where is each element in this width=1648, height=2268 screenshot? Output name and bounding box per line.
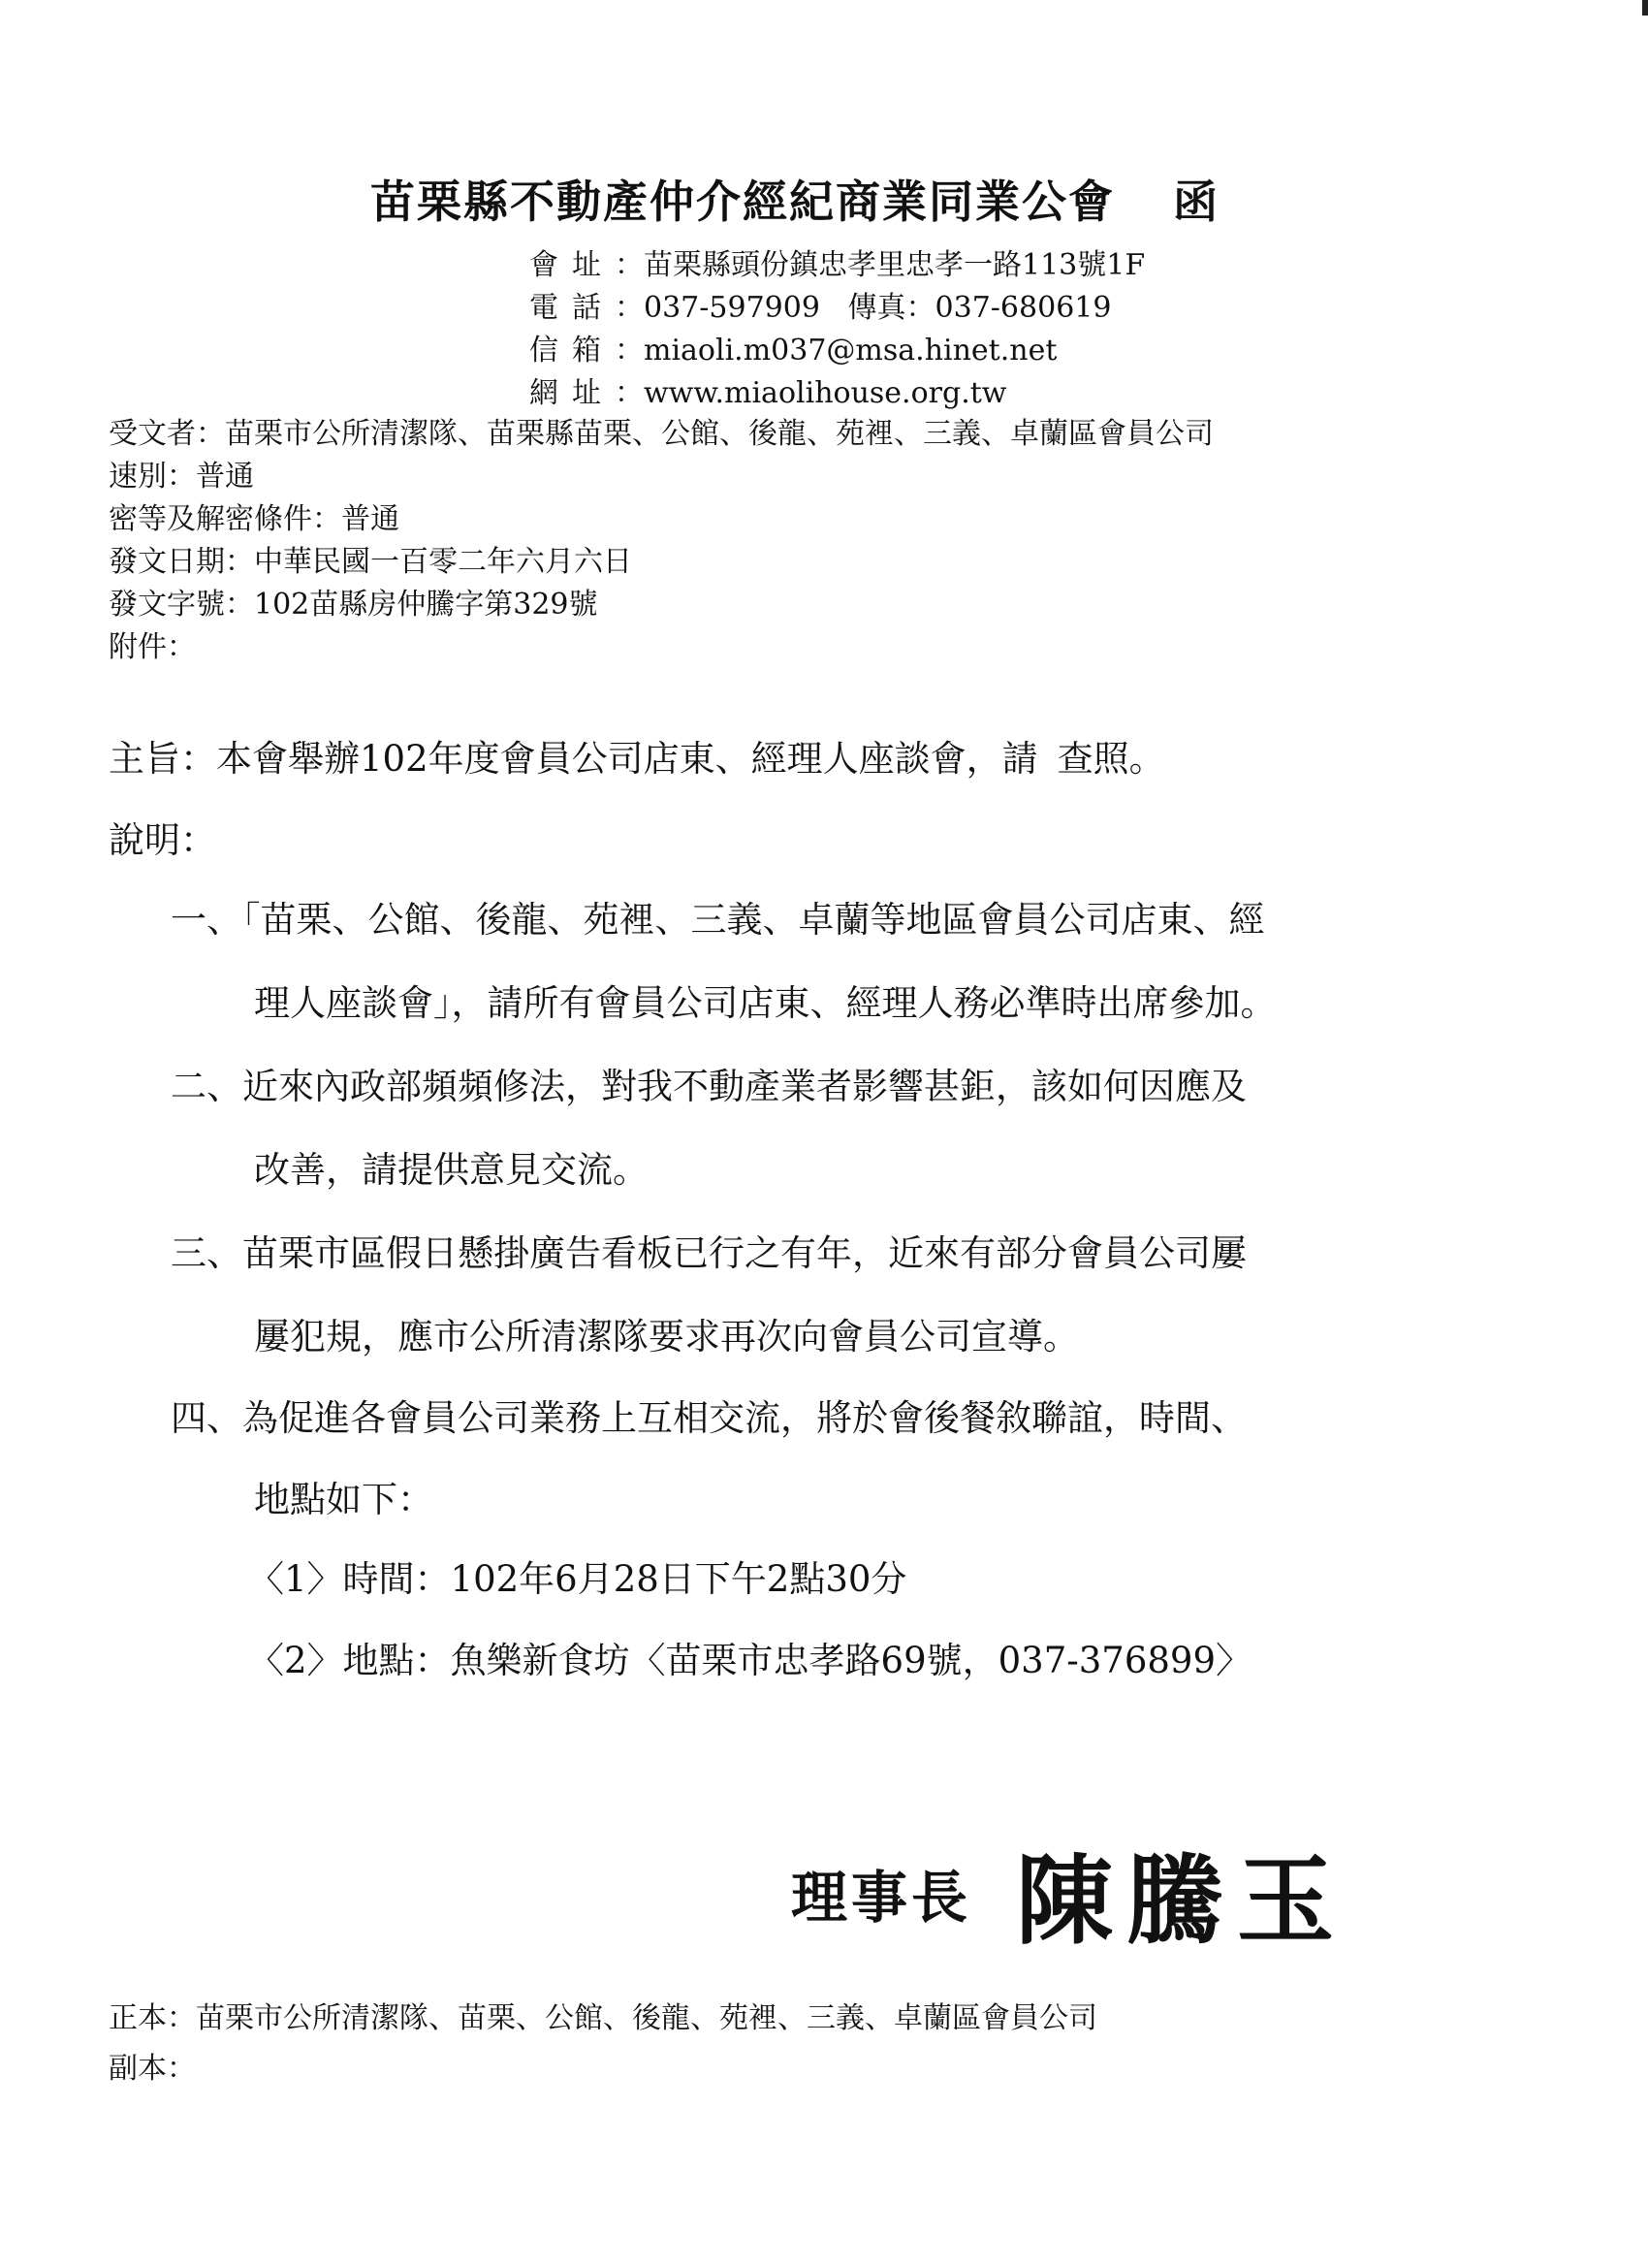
item-2-line-2: 改善，請提供意見交流。 <box>254 1149 649 1191</box>
website-value: www.miaolihouse.org.tw <box>644 376 1007 410</box>
signatory-name: 陳騰玉 <box>1016 1843 1348 1958</box>
speed-label: 速別 <box>109 460 167 494</box>
security-label: 密等及解密條件 <box>109 502 312 536</box>
fax-value: 037-680619 <box>935 291 1112 325</box>
phone-value: 037-597909 <box>644 291 820 325</box>
attachment-row: 附件： <box>109 630 196 664</box>
email-value: miaoli.m037@msa.hinet.net <box>644 334 1058 367</box>
item-1-line-1 <box>171 890 1265 942</box>
subject-label: 主旨 <box>109 738 180 780</box>
detail-time: 〈1〉時間：102年6月28日下午2點30分 <box>248 1558 907 1600</box>
number-value: 102苗縣房仲騰字第329號 <box>254 588 598 622</box>
signatory-title: 理事長 <box>791 1865 972 1931</box>
meta-block <box>109 413 1214 669</box>
contact-block <box>529 244 1145 415</box>
date-label: 發文日期 <box>109 545 225 579</box>
copy-label: 副本 <box>109 2052 167 2086</box>
doc-type: 函 <box>1173 176 1220 228</box>
email-row: 信箱：miaoli.m037@msa.hinet.net <box>529 334 1058 367</box>
website-row: 網址：www.miaolihouse.org.tw <box>529 376 1007 410</box>
attachment-label: 附件 <box>109 630 167 664</box>
email-label: 信箱 <box>529 334 615 367</box>
item-text: 為促進各會員公司業務上互相交流，將於會後餐敘聯誼，時間、 <box>242 1397 1247 1439</box>
detail-index: 〈2〉 <box>248 1640 343 1681</box>
item-4-line-2: 地點如下： <box>254 1479 433 1520</box>
date-value: 中華民國一百零二年六月六日 <box>254 545 632 579</box>
subject-closing: 查照。 <box>1057 738 1165 780</box>
detail-place: 〈2〉地點：魚樂新食坊〈苗栗市忠孝路69號，037-376899〉 <box>248 1640 1252 1681</box>
scan-edge-mark <box>1642 0 1648 16</box>
detail-index: 〈1〉 <box>248 1558 343 1600</box>
explanation-label: 說明 <box>109 819 180 861</box>
speed-row: 速別：普通 <box>109 460 254 494</box>
original-row: 正本：苗栗市公所清潔隊、苗栗、公館、後龍、苑裡、三義、卓蘭區會員公司 <box>109 2001 1097 2035</box>
item-text: 苗栗市區假日懸掛廣告看板已行之有年，近來有部分會員公司屢 <box>242 1232 1247 1274</box>
address-row: 會址：苗栗縣頭份鎮忠孝里忠孝一路113號1F <box>529 248 1146 282</box>
explanation-heading: 說明： <box>109 819 216 861</box>
document-title <box>0 167 1590 231</box>
detail-label: 地點 <box>342 1640 415 1681</box>
item-1-line-2: 理人座談會」，請所有會員公司店東、經理人務必準時出席參加。 <box>254 982 1277 1024</box>
item-number: 四、 <box>171 1397 242 1439</box>
address-label: 會址 <box>529 248 615 282</box>
security-row: 密等及解密條件：普通 <box>109 502 399 536</box>
item-number: 一、 <box>171 899 242 941</box>
speed-value: 普通 <box>196 460 254 494</box>
recipient-value: 苗栗市公所清潔隊、苗栗縣苗栗、公館、後龍、苑裡、三義、卓蘭區會員公司 <box>225 417 1214 451</box>
number-label: 發文字號 <box>109 588 225 622</box>
recipient-label: 受文者 <box>109 417 196 451</box>
fax-label: 傳真 <box>847 291 906 325</box>
original-value: 苗栗市公所清潔隊、苗栗、公館、後龍、苑裡、三義、卓蘭區會員公司 <box>196 2001 1097 2035</box>
footer-block <box>109 1994 1097 2094</box>
signature-block <box>791 1823 1347 1963</box>
recipient-row: 受文者：苗栗市公所清潔隊、苗栗縣苗栗、公館、後龍、苑裡、三義、卓蘭區會員公司 <box>109 417 1214 451</box>
phone-row: 電話：037-597909 傳真：037-680619 <box>529 291 1112 325</box>
detail-label: 時間 <box>342 1558 415 1600</box>
copy-row: 副本： <box>109 2052 196 2086</box>
item-4-line-1 <box>171 1389 1247 1441</box>
org-name: 苗栗縣不動產仲介經紀商業同業公會 <box>370 176 1115 228</box>
item-text: 「苗栗、公館、後龍、苑裡、三義、卓蘭等地區會員公司店東、經 <box>242 899 1265 941</box>
security-value: 普通 <box>341 502 399 536</box>
website-label: 網址 <box>529 376 615 410</box>
item-number: 三、 <box>171 1232 242 1274</box>
item-2-line-1 <box>171 1057 1247 1109</box>
item-number: 二、 <box>171 1066 242 1107</box>
detail-value: 魚樂新食坊〈苗栗市忠孝路69號，037-376899〉 <box>450 1640 1252 1681</box>
item-3-line-1 <box>171 1224 1247 1276</box>
subject-text: 本會舉辦102年度會員公司店東、經理人座談會，請 <box>216 738 1038 780</box>
phone-label: 電話 <box>529 291 615 325</box>
date-row: 發文日期：中華民國一百零二年六月六日 <box>109 545 632 579</box>
original-label: 正本 <box>109 2001 167 2035</box>
detail-value: 102年6月28日下午2點30分 <box>450 1558 907 1600</box>
item-3-line-2: 屢犯規，應市公所清潔隊要求再次向會員公司宣導。 <box>254 1316 1079 1358</box>
subject-line: 主旨：本會舉辦102年度會員公司店東、經理人座談會，請 查照。 <box>109 738 1165 780</box>
item-text: 近來內政部頻頻修法，對我不動產業者影響甚鉅，該如何因應及 <box>242 1066 1247 1107</box>
number-row: 發文字號：102苗縣房仲騰字第329號 <box>109 588 598 622</box>
address-value: 苗栗縣頭份鎮忠孝里忠孝一路113號1F <box>644 248 1146 282</box>
